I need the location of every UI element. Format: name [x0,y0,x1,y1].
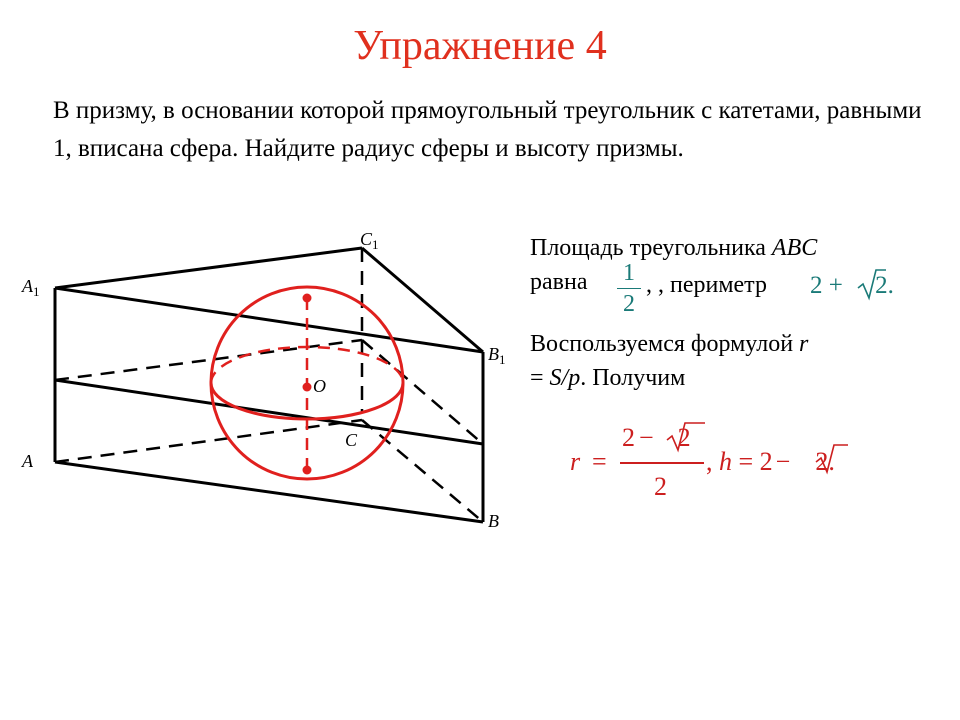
mid-back-line [55,340,362,380]
sqrt-icon [665,420,705,454]
area-fraction: 1 2 [616,258,642,319]
edge-A1C1 [55,248,362,288]
center-point [303,383,312,392]
result-numerator: 2 − 2 [622,423,691,452]
top-point [303,294,312,303]
sqrt-icon [856,266,886,302]
label-B: B [488,511,499,531]
edge-AC [55,420,362,462]
problem-statement: В призму, в основании которой прямоугольный треугольник с катетами, равными 1, вписана сфера. Найдите радиус сферы и высоту призмы. [53,97,922,162]
bottom-point [303,466,312,475]
perimeter-label: , , периметр [646,272,767,298]
result-r: r [570,447,581,476]
sqrt-icon [814,442,848,476]
formula-text: Воспользуемся формулой r = S/p. Получим [530,331,809,391]
page-title: Упражнение 4 [353,23,607,69]
result-eq: = [592,447,607,476]
result-h: , h = 2 − 2. [706,447,835,476]
result-denominator: 2 [654,472,667,501]
label-C1: $C_1$ [360,229,379,252]
label-B1: $B_1$ [488,344,506,367]
fraction-bar [620,462,704,464]
label-A: A [22,451,33,471]
area-text: Площадь треугольника ABC равна [530,235,818,295]
label-C: C [345,430,358,450]
label-A1: $A_1$ [22,276,40,299]
perimeter-expr: 2 + 2. [810,272,894,299]
label-O: O [313,376,326,396]
